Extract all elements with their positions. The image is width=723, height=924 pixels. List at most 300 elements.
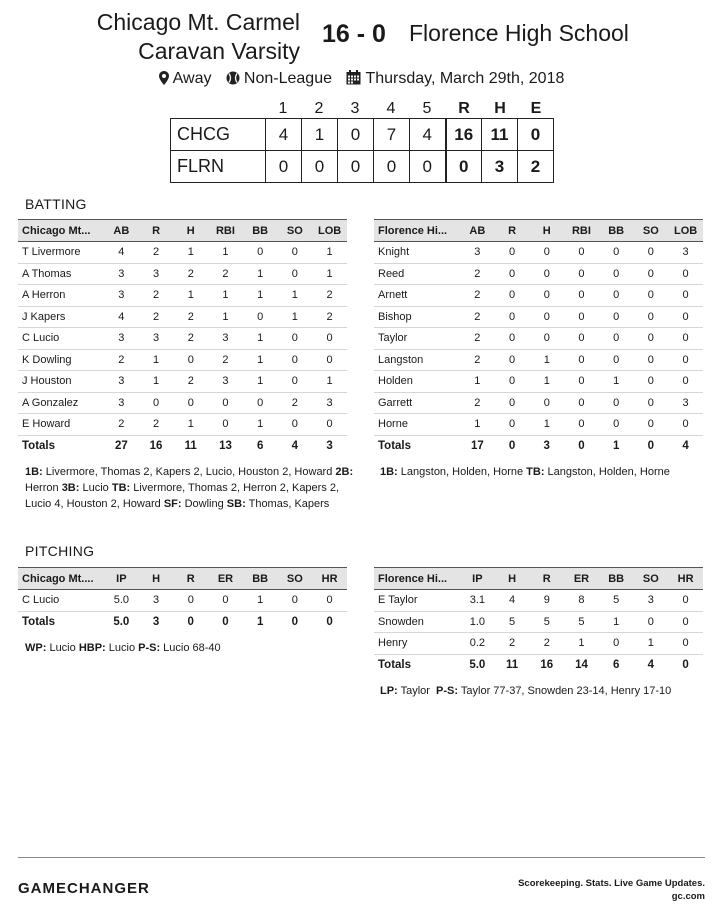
stat-cell: 0 <box>278 414 313 436</box>
stat-cell: 0 <box>564 435 599 457</box>
home-pitching-table <box>18 567 347 633</box>
linescore-row <box>171 119 554 151</box>
stat-cell: 11 <box>173 435 208 457</box>
totals-label: Totals <box>18 611 104 633</box>
inning-score: 0 <box>410 151 446 183</box>
stat-cell: 5.0 <box>460 654 495 676</box>
stat-cell: 1 <box>278 285 313 307</box>
note-text: Lucio <box>46 642 79 654</box>
stat-cell: 1 <box>208 306 243 328</box>
stat-cell: 4 <box>104 242 139 264</box>
stat-cell: 0 <box>564 242 599 264</box>
note-text: Livermore, Thomas 2, Kapers 2, Lucio, Houston 2, Howard <box>42 466 336 478</box>
team-column-header: Chicago Mt... <box>18 220 104 242</box>
stat-cell: 0 <box>529 392 564 414</box>
column-header-er: ER <box>208 568 243 590</box>
stat-cell: 3 <box>312 392 347 414</box>
stat-cell: 0 <box>564 349 599 371</box>
player-name: Horne <box>374 414 460 436</box>
league-group <box>226 70 332 88</box>
inning-score: 0 <box>302 151 338 183</box>
note-text: Lucio 68-40 <box>160 642 221 654</box>
hits-total: 11 <box>482 119 518 151</box>
player-name: T Livermore <box>18 242 104 264</box>
stat-cell: 2 <box>312 306 347 328</box>
note-label: P-S: <box>436 685 459 697</box>
player-name: Taylor <box>374 328 460 350</box>
stat-cell: 2 <box>173 371 208 393</box>
player-name: Garrett <box>374 392 460 414</box>
stat-cell: 0 <box>173 349 208 371</box>
player-name: J Houston <box>18 371 104 393</box>
away-pitching-table <box>374 567 703 676</box>
runs-header: R <box>458 100 470 117</box>
table-row <box>18 590 347 612</box>
errors-total: 0 <box>518 119 554 151</box>
away-batting-table <box>374 219 703 457</box>
stat-cell: 1 <box>139 349 174 371</box>
stat-cell: 0 <box>599 263 634 285</box>
stat-cell: 9 <box>529 590 564 612</box>
stat-cell: 0 <box>564 392 599 414</box>
note-text: Thomas, Kapers <box>245 498 330 510</box>
note-label: WP: <box>25 642 47 654</box>
stat-cell: 1 <box>312 371 347 393</box>
stat-cell: 2 <box>208 263 243 285</box>
tagline-text: Scorekeeping. Stats. Live Game Updates. <box>518 878 705 889</box>
stat-cell: 3 <box>208 328 243 350</box>
stat-cell: 2 <box>460 306 495 328</box>
note-text: Langston, Holden, Horne <box>544 466 670 478</box>
table-header-row <box>374 568 703 590</box>
stat-cell: 0 <box>173 392 208 414</box>
table-row <box>18 263 347 285</box>
stat-cell: 5 <box>495 611 530 633</box>
batting-section-title: BATTING <box>25 196 87 212</box>
note-label: 2B: <box>335 466 354 478</box>
stat-cell: 0 <box>599 392 634 414</box>
stat-cell: 0 <box>312 590 347 612</box>
stat-cell: 6 <box>599 654 634 676</box>
player-name: A Herron <box>18 285 104 307</box>
stat-cell: 0 <box>243 392 278 414</box>
stat-cell: 0 <box>312 414 347 436</box>
column-header-so: SO <box>278 568 313 590</box>
inning-score: 7 <box>374 119 410 151</box>
stat-cell: 0 <box>312 611 347 633</box>
site-link[interactable]: gc.com <box>671 891 705 902</box>
stat-cell: 2 <box>104 414 139 436</box>
table-header-row <box>18 220 347 242</box>
stat-cell: 1 <box>634 633 669 655</box>
note-label: LP: <box>380 685 398 697</box>
stat-cell: 0 <box>599 349 634 371</box>
stat-cell: 0 <box>668 285 703 307</box>
column-header-bb: BB <box>243 568 278 590</box>
linescore-row <box>171 151 554 183</box>
stat-cell: 0 <box>495 371 530 393</box>
stat-cell: 3 <box>668 392 703 414</box>
player-name: Arnett <box>374 285 460 307</box>
table-row <box>374 285 703 307</box>
stat-cell: 0 <box>208 590 243 612</box>
totals-label: Totals <box>374 435 460 457</box>
player-name: C Lucio <box>18 590 104 612</box>
inning-4-header: 4 <box>386 100 396 117</box>
column-header-so: SO <box>634 220 669 242</box>
player-name: K Dowling <box>18 349 104 371</box>
stat-cell: 0 <box>208 414 243 436</box>
stat-cell: 1 <box>243 371 278 393</box>
stat-cell: 2 <box>173 328 208 350</box>
player-name: E Howard <box>18 414 104 436</box>
stat-cell: 0 <box>529 263 564 285</box>
column-header-so: SO <box>278 220 313 242</box>
stat-cell: 0 <box>495 285 530 307</box>
stat-cell: 0 <box>278 349 313 371</box>
stat-cell: 2 <box>104 349 139 371</box>
stat-cell: 16 <box>139 435 174 457</box>
stat-cell: 0 <box>634 285 669 307</box>
map-pin-icon <box>159 71 169 85</box>
inning-2-header: 2 <box>314 100 324 117</box>
player-name: E Taylor <box>374 590 460 612</box>
column-header-h: H <box>173 220 208 242</box>
note-text: Lucio <box>105 642 139 654</box>
stat-cell: 0 <box>599 306 634 328</box>
note-label: P-S: <box>138 642 161 654</box>
stat-cell: 2 <box>208 349 243 371</box>
stat-cell: 5 <box>599 590 634 612</box>
stat-cell: 8 <box>564 590 599 612</box>
totals-label: Totals <box>18 435 104 457</box>
stat-cell: 0 <box>278 611 313 633</box>
footer-divider <box>18 857 705 858</box>
linescore-table <box>170 118 554 183</box>
stat-cell: 0 <box>495 263 530 285</box>
errors-header: E <box>530 100 542 117</box>
inning-score: 4 <box>410 119 446 151</box>
table-row <box>18 414 347 436</box>
date-group <box>346 70 564 88</box>
location-label: Away <box>172 70 212 87</box>
stat-cell: 0 <box>634 371 669 393</box>
stat-cell: 1 <box>243 349 278 371</box>
table-row <box>18 349 347 371</box>
stat-cell: 1 <box>243 285 278 307</box>
stat-cell: 0 <box>564 371 599 393</box>
table-row <box>18 242 347 264</box>
note-label: HBP: <box>78 642 106 654</box>
column-header-ab: AB <box>460 220 495 242</box>
stat-cell: 0 <box>495 306 530 328</box>
stat-cell: 1 <box>243 611 278 633</box>
stat-cell: 0 <box>599 633 634 655</box>
stat-cell: 3 <box>139 611 174 633</box>
stat-cell: 13 <box>208 435 243 457</box>
team-column-header: Florence Hi... <box>374 568 460 590</box>
stat-cell: 2 <box>139 242 174 264</box>
stat-cell: 0 <box>243 242 278 264</box>
stat-cell: 3 <box>529 435 564 457</box>
stat-cell: 3 <box>104 371 139 393</box>
stat-cell: 2 <box>460 328 495 350</box>
column-header-hr: HR <box>312 568 347 590</box>
stat-cell: 4 <box>278 435 313 457</box>
stat-cell: 1 <box>243 328 278 350</box>
stat-cell: 1 <box>564 633 599 655</box>
stat-cell: 0 <box>599 414 634 436</box>
final-score: 16 - 0 <box>322 20 386 48</box>
team-column-header: Chicago Mt.... <box>18 568 104 590</box>
stat-cell: 2 <box>460 263 495 285</box>
inning-score: 1 <box>302 119 338 151</box>
table-row <box>374 263 703 285</box>
stat-cell: 0 <box>634 328 669 350</box>
stat-cell: 4 <box>495 590 530 612</box>
inning-1-header: 1 <box>278 100 288 117</box>
stat-cell: 0 <box>634 263 669 285</box>
stat-cell: 0 <box>495 242 530 264</box>
stat-cell: 5 <box>529 611 564 633</box>
player-name: Knight <box>374 242 460 264</box>
inning-3-header: 3 <box>350 100 360 117</box>
pitching-section-title: PITCHING <box>25 543 95 559</box>
stat-cell: 3 <box>668 242 703 264</box>
stat-cell: 0 <box>139 392 174 414</box>
table-row <box>18 328 347 350</box>
stat-cell: 1 <box>460 414 495 436</box>
stat-cell: 0 <box>634 392 669 414</box>
column-header-r: R <box>139 220 174 242</box>
note-text: Herron <box>25 466 357 494</box>
stat-cell: 1 <box>243 263 278 285</box>
stat-cell: 5 <box>564 611 599 633</box>
player-name: Langston <box>374 349 460 371</box>
stat-cell: 1 <box>278 306 313 328</box>
home-team-line2: Caravan Varsity <box>138 38 300 64</box>
inning-score: 0 <box>338 151 374 183</box>
stat-cell: 2 <box>139 306 174 328</box>
stat-cell: 0 <box>634 242 669 264</box>
stat-cell: 0 <box>495 392 530 414</box>
stat-cell: 2 <box>173 306 208 328</box>
stat-cell: 0 <box>634 414 669 436</box>
stat-cell: 1 <box>312 263 347 285</box>
stat-cell: 14 <box>564 654 599 676</box>
column-header-h: H <box>495 568 530 590</box>
stat-cell: 0 <box>173 590 208 612</box>
column-header-ip: IP <box>460 568 495 590</box>
column-header-bb: BB <box>243 220 278 242</box>
stat-cell: 0 <box>634 611 669 633</box>
stat-cell: 3 <box>634 590 669 612</box>
stat-cell: 0 <box>668 306 703 328</box>
stat-cell: 0 <box>668 328 703 350</box>
stat-cell: 0 <box>278 590 313 612</box>
table-row <box>374 590 703 612</box>
stat-cell: 0 <box>668 349 703 371</box>
table-row <box>18 285 347 307</box>
footer-tagline <box>518 877 705 903</box>
gamechanger-logo: GAMECHANGER <box>18 880 150 897</box>
errors-total: 2 <box>518 151 554 183</box>
table-row <box>374 242 703 264</box>
stat-cell: 1.0 <box>460 611 495 633</box>
note-text: Lucio <box>79 482 112 494</box>
player-name: Snowden <box>374 611 460 633</box>
stat-cell: 0 <box>173 611 208 633</box>
note-text: Livermore, Thomas 2, Herron 2, Kapers 2, Lucio 4, Houston 2, Howard <box>25 482 343 510</box>
stat-cell: 4 <box>668 435 703 457</box>
stat-cell: 0 <box>278 263 313 285</box>
stat-cell: 1 <box>529 371 564 393</box>
team-column-header: Florence Hi... <box>374 220 460 242</box>
stat-cell: 0 <box>634 349 669 371</box>
stat-cell: 3 <box>139 328 174 350</box>
note-label: TB: <box>526 466 545 478</box>
stat-cell: 0 <box>668 611 703 633</box>
column-header-bb: BB <box>599 568 634 590</box>
stat-cell: 0 <box>278 371 313 393</box>
date-label: Thursday, March 29th, 2018 <box>365 70 565 87</box>
column-header-lob: LOB <box>312 220 347 242</box>
player-name: Henry <box>374 633 460 655</box>
stat-cell: 1 <box>208 285 243 307</box>
stat-cell: 16 <box>529 654 564 676</box>
league-label: Non-League <box>243 70 332 87</box>
column-header-r: R <box>495 220 530 242</box>
note-text: Dowling <box>181 498 227 510</box>
stat-cell: 1 <box>243 590 278 612</box>
player-name: Holden <box>374 371 460 393</box>
column-header-rbi: RBI <box>564 220 599 242</box>
column-header-h: H <box>139 568 174 590</box>
stat-cell: 0 <box>312 328 347 350</box>
player-name: A Gonzalez <box>18 392 104 414</box>
baseball-icon <box>226 71 240 85</box>
stat-cell: 0 <box>668 371 703 393</box>
stat-cell: 1 <box>139 371 174 393</box>
stat-cell: 1 <box>173 242 208 264</box>
stat-cell: 1 <box>599 435 634 457</box>
table-header-row <box>18 568 347 590</box>
stat-cell: 0 <box>634 306 669 328</box>
stat-cell: 3 <box>104 392 139 414</box>
stat-cell: 2 <box>173 263 208 285</box>
table-row <box>374 392 703 414</box>
totals-row <box>18 611 347 633</box>
table-row <box>374 306 703 328</box>
column-header-r: R <box>529 568 564 590</box>
stat-cell: 3 <box>208 371 243 393</box>
table-row <box>374 328 703 350</box>
stat-cell: 0 <box>668 633 703 655</box>
stat-cell: 3 <box>104 328 139 350</box>
stat-cell: 0.2 <box>460 633 495 655</box>
note-label: 3B: <box>61 482 80 494</box>
stat-cell: 2 <box>460 392 495 414</box>
stat-cell: 3 <box>312 435 347 457</box>
totals-row <box>374 435 703 457</box>
totals-row <box>374 654 703 676</box>
stat-cell: 2 <box>460 349 495 371</box>
column-header-h: H <box>529 220 564 242</box>
stat-cell: 0 <box>564 263 599 285</box>
game-meta <box>0 70 723 88</box>
stat-cell: 4 <box>634 654 669 676</box>
stat-cell: 11 <box>495 654 530 676</box>
note-text: Taylor 77-37, Snowden 23-14, Henry 17-10 <box>458 685 672 697</box>
stat-cell: 0 <box>529 306 564 328</box>
inning-score: 4 <box>266 119 302 151</box>
home-team-name <box>40 8 300 66</box>
player-name: J Kapers <box>18 306 104 328</box>
stat-cell: 0 <box>599 242 634 264</box>
column-header-er: ER <box>564 568 599 590</box>
stat-cell: 1 <box>208 242 243 264</box>
stat-cell: 1 <box>529 414 564 436</box>
stat-cell: 0 <box>278 242 313 264</box>
table-header-row <box>374 220 703 242</box>
stat-cell: 0 <box>599 285 634 307</box>
stat-cell: 0 <box>599 328 634 350</box>
linescore-team: CHCG <box>171 119 266 151</box>
stat-cell: 3 <box>139 590 174 612</box>
stat-cell: 3 <box>460 242 495 264</box>
stat-cell: 1 <box>599 371 634 393</box>
stat-cell: 2 <box>529 633 564 655</box>
stat-cell: 1 <box>173 414 208 436</box>
table-row <box>374 371 703 393</box>
column-header-rbi: RBI <box>208 220 243 242</box>
stat-cell: 2 <box>312 285 347 307</box>
stat-cell: 4 <box>104 306 139 328</box>
totals-row <box>18 435 347 457</box>
note-label: SF: <box>163 498 182 510</box>
away-pitching-notes <box>380 683 710 699</box>
away-batting-notes <box>380 464 710 480</box>
runs-total: 0 <box>446 151 482 183</box>
column-header-ab: AB <box>104 220 139 242</box>
note-label: TB: <box>111 482 131 494</box>
stat-cell: 0 <box>208 392 243 414</box>
stat-cell: 1 <box>243 414 278 436</box>
note-label: 1B: <box>25 466 43 478</box>
stat-cell: 0 <box>495 414 530 436</box>
stat-cell: 0 <box>564 306 599 328</box>
stat-cell: 0 <box>243 306 278 328</box>
stat-cell: 0 <box>495 328 530 350</box>
player-name: Bishop <box>374 306 460 328</box>
hits-total: 3 <box>482 151 518 183</box>
stat-cell: 1 <box>312 242 347 264</box>
stat-cell: 0 <box>208 611 243 633</box>
hits-header: H <box>494 100 506 117</box>
stat-cell: 0 <box>668 414 703 436</box>
totals-label: Totals <box>374 654 460 676</box>
table-row <box>18 371 347 393</box>
stat-cell: 3 <box>104 285 139 307</box>
stat-cell: 1 <box>460 371 495 393</box>
stat-cell: 0 <box>312 349 347 371</box>
stat-cell: 5.0 <box>104 590 139 612</box>
column-header-ip: IP <box>104 568 139 590</box>
stat-cell: 3.1 <box>460 590 495 612</box>
stat-cell: 5.0 <box>104 611 139 633</box>
stat-cell: 0 <box>529 242 564 264</box>
table-row <box>18 306 347 328</box>
